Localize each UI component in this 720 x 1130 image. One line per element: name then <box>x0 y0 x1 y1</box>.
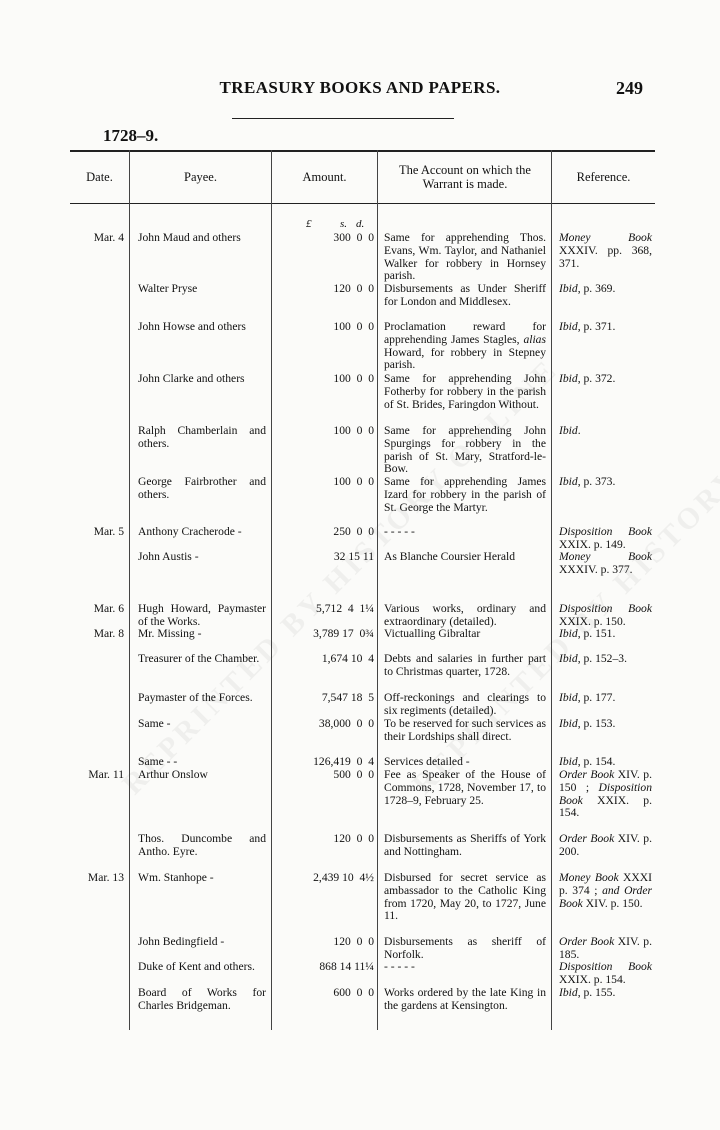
book-title: Order Book <box>559 935 615 948</box>
row-reference: Ibid, p. 371. <box>559 320 616 333</box>
row-date: Mar. 11 <box>88 768 124 781</box>
row-account: As Blanche Coursier Herald <box>384 550 516 563</box>
row-account: - - - - - <box>384 525 415 538</box>
year-heading: 1728–9. <box>103 126 159 145</box>
row-reference: Ibid, p. 153. <box>559 717 616 730</box>
row-reference: Money Book XXXIV. p. 377. <box>559 550 652 576</box>
book-title: Disposition Book <box>559 602 652 615</box>
book-title: Order Book <box>559 832 615 845</box>
row-reference: Ibid, p. 369. <box>559 282 616 295</box>
row-reference: Disposition Book XXIX. p. 149. <box>559 525 652 551</box>
row-payee: Same - - <box>138 755 178 768</box>
row-account: - - - - - <box>384 960 415 973</box>
book-title: Ibid <box>559 282 578 295</box>
book-title: Ibid <box>559 986 578 999</box>
book-title: Ibid <box>559 691 578 704</box>
unit-shillings: s. <box>340 218 348 230</box>
row-amount: 600 0 0 <box>333 986 374 999</box>
row-payee: Thos. Duncombe and Antho. Eyre. <box>138 832 266 858</box>
row-account: Fee as Speaker of the House of Commons, 1728, November 17, to 1728–9, February 25. <box>384 768 546 807</box>
row-amount: 500 0 0 <box>333 768 374 781</box>
row-amount: 868 14 11¼ <box>319 960 374 973</box>
row-payee: Treasurer of the Chamber. <box>138 652 260 665</box>
row-payee: John Clarke and others <box>138 372 245 385</box>
unit-pounds: £ <box>306 218 312 230</box>
row-amount: 120 0 0 <box>333 832 374 845</box>
row-reference: Money Book XXXI p. 374 ; and Order Book XIV. p. 150. <box>559 871 652 910</box>
row-payee: Anthony Cracherode - <box>138 525 242 538</box>
row-reference: Money Book XXXIV. pp. 368, 371. <box>559 231 652 270</box>
row-amount: 250 0 0 <box>333 525 374 538</box>
row-payee: Paymaster of the Forces. <box>138 691 253 704</box>
row-amount: 100 0 0 <box>333 475 374 488</box>
row-payee: John Howse and others <box>138 320 246 333</box>
row-account: Same for apprehending John Fotherby for robbery in the parish of St. Brides, Faringdon Without. <box>384 372 546 411</box>
row-date: Mar. 6 <box>93 602 124 615</box>
row-date: Mar. 5 <box>93 525 124 538</box>
row-amount: 38,000 0 0 <box>318 717 374 730</box>
row-payee: John Maud and others <box>138 231 241 244</box>
book-title: Money Book <box>559 231 652 244</box>
row-amount: 300 0 0 <box>333 231 374 244</box>
book-title: Order Book <box>559 883 652 910</box>
row-account: Works ordered by the late King in the gardens at Kensington. <box>384 986 546 1012</box>
row-payee: Wm. Stanhope - <box>138 871 214 884</box>
row-amount: 100 0 0 <box>333 424 374 437</box>
row-reference: Order Book XIV. p. 185. <box>559 935 652 961</box>
column-rule-4 <box>551 150 552 1030</box>
col-header-amount: Amount. <box>302 170 347 184</box>
book-title: Ibid <box>559 320 578 333</box>
book-title: Disposition Book <box>559 780 652 807</box>
row-account: To be reserved for such services as their Lordships shall direct. <box>384 717 546 743</box>
row-payee: Ralph Chamberlain and others. <box>138 424 266 450</box>
row-reference: Ibid, p. 152–3. <box>559 652 627 665</box>
row-payee: Mr. Missing - <box>138 627 202 640</box>
page-number: 249 <box>616 78 643 98</box>
book-title: Money Book <box>559 550 652 563</box>
row-payee: George Fairbrother and others. <box>138 475 266 501</box>
row-amount: 120 0 0 <box>333 935 374 948</box>
row-reference: Ibid, p. 151. <box>559 627 616 640</box>
row-account: Various works, ordinary and extraordinary (detailed). <box>384 602 546 628</box>
row-reference: Ibid, p. 373. <box>559 475 616 488</box>
alias-word: alias <box>523 332 546 346</box>
row-date: Mar. 8 <box>93 627 124 640</box>
row-account: Debts and salaries in further part to Christmas quarter, 1728. <box>384 652 546 678</box>
row-reference: Ibid, p. 372. <box>559 372 616 385</box>
col-header-account: The Account on which the Warrant is made. <box>399 163 531 191</box>
column-rule-1 <box>129 150 130 1030</box>
book-title: Ibid <box>559 755 578 768</box>
header-rule <box>232 118 454 119</box>
row-reference: Ibid, p. 154. <box>559 755 616 768</box>
book-title: Ibid <box>559 652 578 665</box>
row-amount: 100 0 0 <box>333 372 374 385</box>
row-amount: 1,674 10 4 <box>321 652 374 665</box>
row-account: Same for apprehending Thos. Evans, Wm. Taylor, and Nathaniel Walker for robbery in Hornsey parish. <box>384 231 546 283</box>
book-title: Money Book <box>559 871 619 884</box>
row-account: Disbursements as sheriff of Norfolk. <box>384 935 546 961</box>
row-date: Mar. 13 <box>87 871 124 884</box>
col-header-reference: Reference. <box>576 170 631 184</box>
book-title: Ibid <box>559 424 578 437</box>
row-payee: Walter Pryse <box>138 282 198 295</box>
row-reference: Order Book XIV. p. 150 ; Disposition Book XXIX. p. 154. <box>559 768 652 820</box>
row-payee: Arthur Onslow <box>138 768 208 781</box>
book-title: Disposition Book <box>559 960 652 973</box>
row-payee: John Austis - <box>138 550 199 563</box>
row-reference: Ibid, p. 177. <box>559 691 616 704</box>
running-title: TREASURY BOOKS AND PAPERS. <box>219 78 501 97</box>
row-payee: Hugh Howard, Paymaster of the Works. <box>138 602 266 628</box>
row-date: Mar. 4 <box>93 231 124 244</box>
row-account: Proclamation reward for apprehending James Stagles, alias Howard, for robbery in Stepney parish. <box>384 320 546 372</box>
book-title: Ibid <box>559 372 578 385</box>
row-amount: 7,547 18 5 <box>321 691 374 704</box>
column-rule-3 <box>377 150 378 1030</box>
row-reference: Order Book XIV. p. 200. <box>559 832 652 858</box>
row-amount: 120 0 0 <box>333 282 374 295</box>
col-header-payee: Payee. <box>184 170 217 184</box>
column-rule-2 <box>271 150 272 1030</box>
row-account: Same for apprehending James Izard for robbery in the parish of St. George the Martyr. <box>384 475 546 514</box>
book-title: Ibid <box>559 475 578 488</box>
row-reference: Disposition Book XXIX. p. 150. <box>559 602 652 628</box>
row-amount: 32 15 11 <box>333 550 374 563</box>
row-reference: Ibid, p. 155. <box>559 986 616 999</box>
row-amount: 126,419 0 4 <box>313 755 374 768</box>
row-account: Off-reckonings and clearings to six regiments (detailed). <box>384 691 546 717</box>
row-account: Disbursements as Sheriffs of York and Nottingham. <box>384 832 546 858</box>
col-header-date: Date. <box>86 170 113 184</box>
row-account: Same for apprehending John Spurgings for robbery in the parish of St. Mary, Stratford-le-Bow. <box>384 424 546 476</box>
row-amount: 3,789 17 0¾ <box>313 627 374 640</box>
row-account: Disbursed for secret service as ambassador to the Catholic King from 1720, May 20, to 1727, June 11. <box>384 871 546 923</box>
book-title: Order Book <box>559 768 615 781</box>
row-payee: Same - <box>138 717 171 730</box>
table-header-rule <box>70 203 655 204</box>
row-amount: 5,712 4 1¼ <box>316 602 374 615</box>
row-reference: Ibid. <box>559 424 581 437</box>
row-payee: Board of Works for Charles Bridgeman. <box>138 986 266 1012</box>
row-amount: 2,439 10 4½ <box>313 871 374 884</box>
row-account: Services detailed - <box>384 755 470 768</box>
row-payee: John Bedingfield - <box>138 935 225 948</box>
book-title: Ibid <box>559 717 578 730</box>
row-reference: Disposition Book XXIX. p. 154. <box>559 960 652 986</box>
book-title: Disposition Book <box>559 525 652 538</box>
conjunction: and <box>602 883 620 897</box>
row-account: Victualling Gibraltar <box>384 627 481 640</box>
unit-pence: d. <box>356 218 365 230</box>
row-amount: 100 0 0 <box>333 320 374 333</box>
book-title: Ibid <box>559 627 578 640</box>
row-payee: Duke of Kent and others. <box>138 960 255 973</box>
row-account: Disbursements as Under Sheriff for London and Middlesex. <box>384 282 546 308</box>
